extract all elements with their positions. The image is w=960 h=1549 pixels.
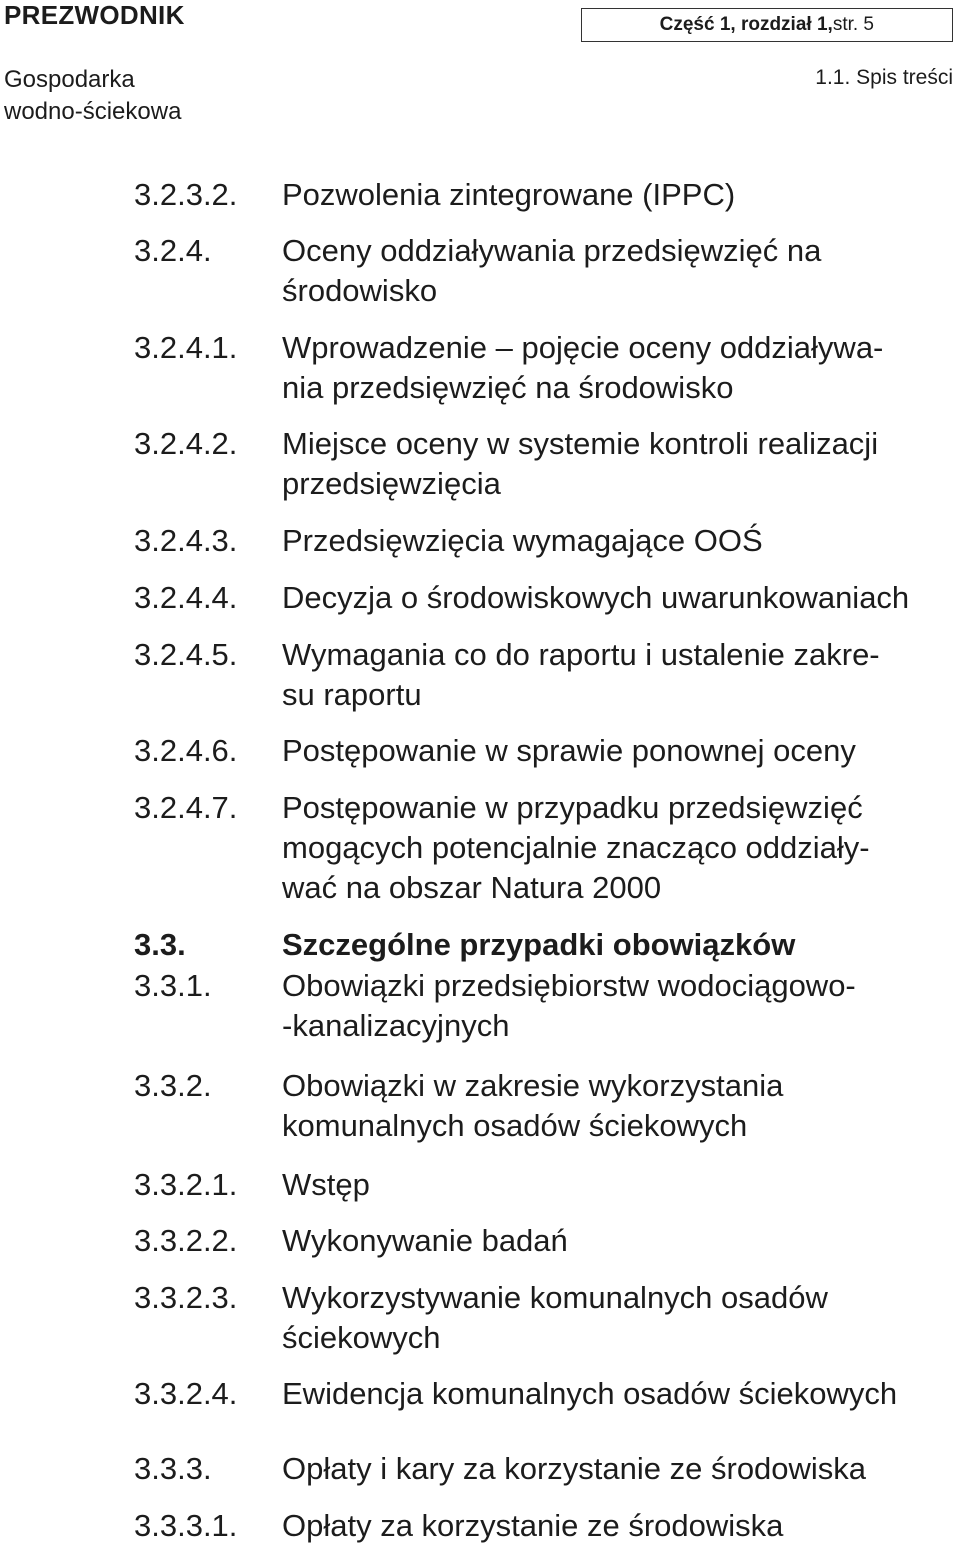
part-chapter-page-box xyxy=(581,8,953,42)
toc-entry-title-line: Wymagania co do raportu i ustalenie zakre- xyxy=(282,637,880,672)
toc-entry-title xyxy=(282,731,856,771)
toc-entry-title-line: Przedsięwzięcia wymagające OOŚ xyxy=(282,523,763,558)
toc-entry-title-line: Postępowanie w sprawie ponownej oceny xyxy=(282,733,856,768)
toc-entry-title-line: wać na obszar Natura 2000 xyxy=(282,870,662,905)
toc-entry-title-line: nia przedsięwzięć na środowisko xyxy=(282,370,734,405)
toc-entry-number: 3.2.4. xyxy=(134,233,212,268)
toc-entry-title-line: Wprowadzenie – pojęcie oceny oddziaływa- xyxy=(282,330,884,365)
toc-entry-number: 3.2.4.1. xyxy=(134,330,238,365)
toc-entry-title-line: Oceny oddziaływania przedsięwzięć na xyxy=(282,233,822,268)
toc-entry-title xyxy=(282,635,880,715)
toc-entry-number: 3.3.3. xyxy=(134,1451,212,1486)
section-reference: 1.1. Spis treści xyxy=(815,66,953,89)
toc-entry-title xyxy=(282,578,909,618)
toc-entry-number: 3.2.4.2. xyxy=(134,426,238,461)
toc-entry-title-line: Szczególne przypadki obowiązków xyxy=(282,927,796,962)
toc-entry-title-line: Wykonywanie badań xyxy=(282,1223,568,1258)
page-label: str. 5 xyxy=(832,14,874,35)
toc-entry-title-line: Miejsce oceny w systemie kontroli realizacji xyxy=(282,426,879,461)
toc-entry-title-line: Opłaty i kary za korzystanie ze środowiska xyxy=(282,1451,867,1486)
toc-entry-title xyxy=(282,521,763,561)
section-name-line-1: Gospodarka xyxy=(4,66,135,93)
toc-entry-number: 3.2.4.4. xyxy=(134,580,238,615)
toc-entry-number: 3.2.4.7. xyxy=(134,790,238,825)
toc-entry-number: 3.3.2. xyxy=(134,1068,212,1103)
toc-entry-title-line: Postępowanie w przypadku przedsięwzięć xyxy=(282,790,863,825)
toc-entry-title-line: Ewidencja komunalnych osadów ściekowych xyxy=(282,1376,898,1411)
toc-entry-title-line: środowisko xyxy=(282,273,438,308)
toc-entry-number: 3.2.3.2. xyxy=(134,177,238,212)
toc-entry-title xyxy=(282,966,856,1046)
toc-entry-title-line: su raportu xyxy=(282,677,422,712)
toc-entry-title xyxy=(282,1374,897,1414)
toc-entry-title-line: Decyzja o środowiskowych uwarunkowaniach xyxy=(282,580,910,615)
toc-entry-title xyxy=(282,231,821,311)
toc-entry-title xyxy=(282,1506,783,1546)
toc-entry-title xyxy=(282,1278,828,1358)
toc-entry-number: 3.3.3.1. xyxy=(134,1508,238,1543)
toc-entry-title-line: Opłaty za korzystanie ze środowiska xyxy=(282,1508,784,1543)
toc-entry-number: 3.3.2.2. xyxy=(134,1223,238,1258)
toc-entry-title xyxy=(282,1066,783,1146)
toc-entry-number: 3.2.4.3. xyxy=(134,523,238,558)
toc-entry-number: 3.3.1. xyxy=(134,968,212,1003)
toc-entry-title-line: Wstęp xyxy=(282,1167,370,1202)
toc-entry-number: 3.2.4.5. xyxy=(134,637,238,672)
toc-entry-number: 3.3.2.4. xyxy=(134,1376,238,1411)
toc-entry-title-line: mogących potencjalnie znacząco oddziały- xyxy=(282,830,870,865)
toc-entry-number: 3.3.2.1. xyxy=(134,1167,238,1202)
toc-entry-title-line: przedsięwzięcia xyxy=(282,466,501,501)
toc-entry-number: 3.2.4.6. xyxy=(134,733,238,768)
toc-entry-title-line: komunalnych osadów ściekowych xyxy=(282,1108,748,1143)
toc-entry-title-line: Pozwolenia zintegrowane (IPPC) xyxy=(282,177,736,212)
toc-entry-title xyxy=(282,424,878,504)
publication-brand: PREZWODNIK xyxy=(4,0,185,30)
toc-entry-number: 3.3. xyxy=(134,927,186,962)
toc-entry-title-line: Wykorzystywanie komunalnych osadów xyxy=(282,1280,828,1315)
toc-entry-title-line: Obowiązki przedsiębiorstw wodociągowo- xyxy=(282,968,856,1003)
section-name-line-2: wodno-ściekowa xyxy=(4,98,182,125)
toc-entry-title xyxy=(282,328,883,408)
toc-entry-title xyxy=(282,1221,568,1261)
part-chapter-label: Część 1, rozdział 1, xyxy=(659,14,833,35)
toc-entry-title-line: ściekowych xyxy=(282,1320,441,1355)
toc-entry-title xyxy=(282,1449,866,1489)
toc-entry-title xyxy=(282,175,735,215)
toc-entry-number: 3.3.2.3. xyxy=(134,1280,238,1315)
toc-entry-title xyxy=(282,788,870,908)
toc-entry-title xyxy=(282,925,795,965)
toc-entry-title-line: Obowiązki w zakresie wykorzystania xyxy=(282,1068,784,1103)
toc-entry-title xyxy=(282,1165,370,1205)
toc-entry-title-line: -kanalizacyjnych xyxy=(282,1008,510,1043)
section-name xyxy=(4,64,181,128)
